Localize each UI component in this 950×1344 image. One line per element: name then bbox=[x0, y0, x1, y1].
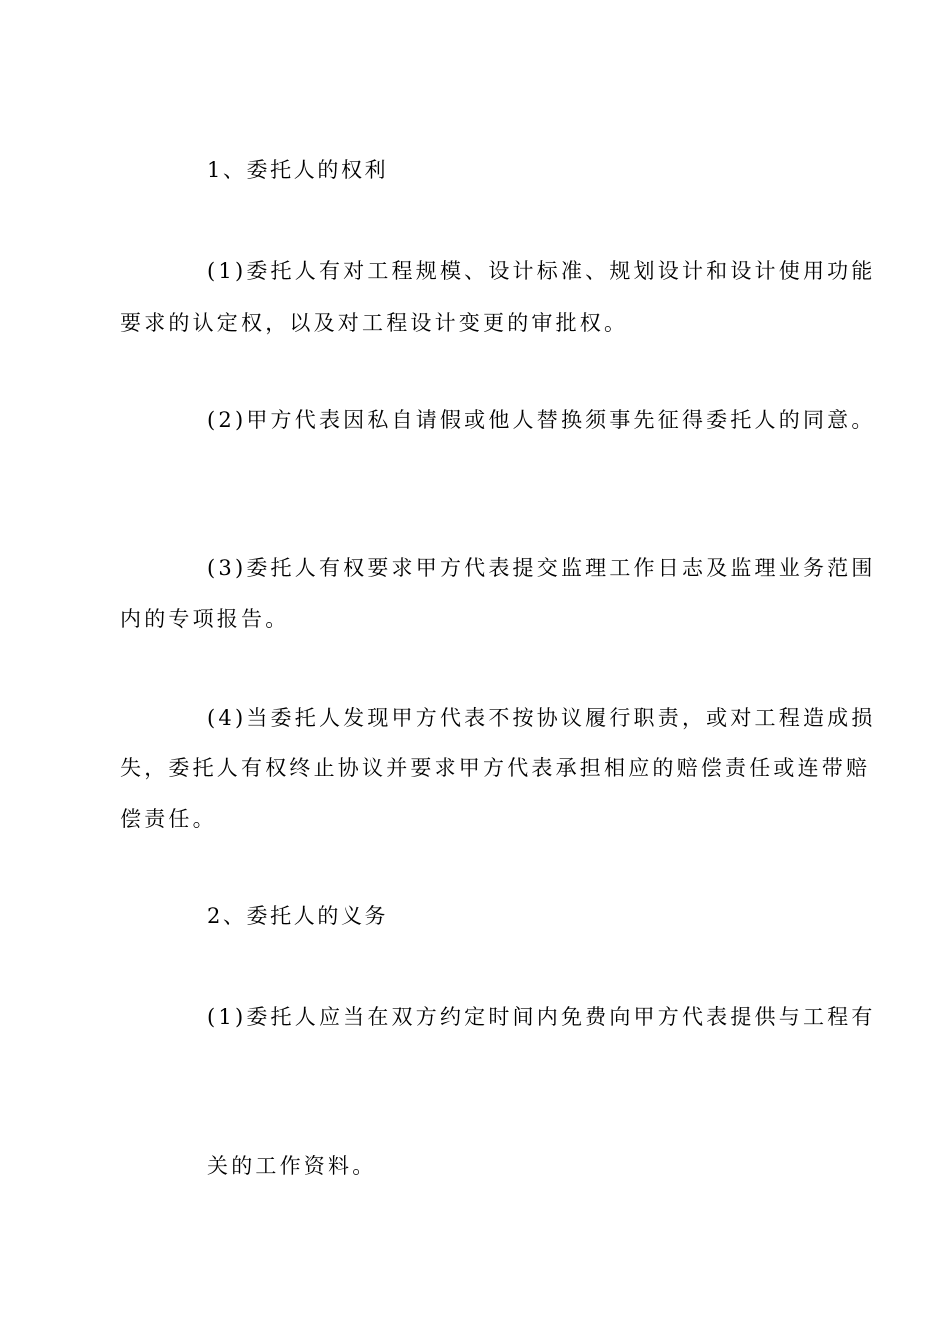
paragraph-2-1-line-1: (1)委托人应当在双方约定时间内免费向甲方代表提供与工程有 bbox=[207, 1005, 876, 1029]
paragraph-1-4-line-3: 偿责任。 bbox=[120, 807, 217, 831]
paragraph-1-2-line-1: (2)甲方代表因私自请假或他人替换须事先征得委托人的同意。 bbox=[207, 408, 876, 432]
paragraph-1-3-line-1: (3)委托人有权要求甲方代表提交监理工作日志及监理业务范围 bbox=[207, 556, 876, 580]
paragraph-1-4-line-1: (4)当委托人发现甲方代表不按协议履行职责，或对工程造成损 bbox=[207, 706, 876, 730]
paragraph-1-1-line-1: (1)委托人有对工程规模、设计标准、规划设计和设计使用功能 bbox=[207, 259, 876, 283]
paragraph-1-3-line-2: 内的专项报告。 bbox=[120, 607, 290, 631]
paragraph-2-1-line-2: 关的工作资料。 bbox=[207, 1154, 377, 1178]
paragraph-1-4-line-2: 失，委托人有权终止协议并要求甲方代表承担相应的赔偿责任或连带赔 bbox=[120, 756, 871, 780]
section-heading-obligations: 2、委托人的义务 bbox=[207, 904, 389, 928]
paragraph-1-1-line-2: 要求的认定权，以及对工程设计变更的审批权。 bbox=[120, 311, 629, 335]
section-heading-rights: 1、委托人的权利 bbox=[207, 158, 389, 182]
